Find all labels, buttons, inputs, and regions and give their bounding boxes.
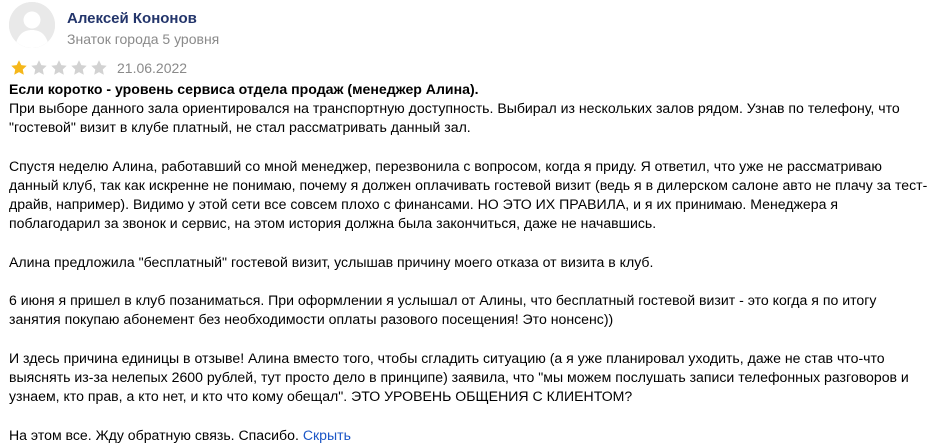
review-paragraph-4: 6 июня я пришел в клуб позаниматься. При оформлении я услышал от Алины, что бесплатный гостевой визит - это когда я по итогу занятия покупаю абонемент без необходимости оплаты разового посещения! Это нонсенс))	[9, 292, 877, 328]
review-paragraph-1: При выборе данного зала ориентировался на транспортную доступность. Выбирал из нескольких залов рядом. Узнав по телефону, что "гостевой" визит в клубе платный, не стал рассматривать данный зал.	[9, 100, 900, 136]
hide-review-link[interactable]: Скрыть	[302, 426, 351, 443]
author-name[interactable]: Алексей Кононов	[67, 10, 197, 27]
star-empty-icon	[30, 59, 48, 77]
review-paragraph-3: Алина предложила "бесплатный" гостевой визит, услышав причину моего отказа от визита в клуб.	[9, 253, 654, 270]
rating-row	[10, 59, 187, 77]
star-empty-icon	[70, 59, 88, 77]
review-summary: Если коротко - уровень сервиса отдела продаж (менеджер Алина).	[9, 81, 479, 97]
review-text	[9, 80, 929, 445]
star-filled-icon	[10, 59, 28, 77]
star-empty-icon	[90, 59, 108, 77]
user-silhouette-icon	[9, 2, 55, 48]
author-level: Знаток города 5 уровня	[67, 31, 220, 47]
star-empty-icon	[50, 59, 68, 77]
rating-stars	[10, 59, 108, 77]
review-closing-text: На этом все. Жду обратную связь. Спасибо.	[9, 426, 299, 443]
review-date: 21.06.2022	[117, 60, 188, 76]
review-paragraph-5: И здесь причина единицы в отзыве! Алина вместо того, чтобы сгладить ситуацию (а я уже планировал уходить, даже не став что-что выяснять из-за нелепых 2600 рублей, тут просто дело в принципе) заявила, что "мы можем послушать записи телефонных разговоров и узнаем, кто прав, а кто нет, и кто что кому обещал". ЭТО УРОВЕНЬ ОБЩЕНИЯ С КЛИЕНТОМ?	[9, 349, 909, 405]
review-paragraph-6	[9, 426, 929, 445]
review-paragraph-2: Спустя неделю Алина, работавший со мной менеджер, перезвонила с вопросом, когда я приду. Я ответил, что уже не рассматриваю данный клуб, так как искренне не понимаю, почему я должен оплачивать гостевой визит (ведь я в дилерском салоне авто не плачу за тест-драйв, например). Видимо у этой сети все совсем плохо с финансами. НО ЭТО ИХ ПРАВИЛА, и я их принимаю. Менеджера я поблагодарил за звонок и сервис, на этом история должна была закончиться, даже не начавшись.	[9, 157, 928, 232]
avatar[interactable]	[9, 2, 55, 48]
